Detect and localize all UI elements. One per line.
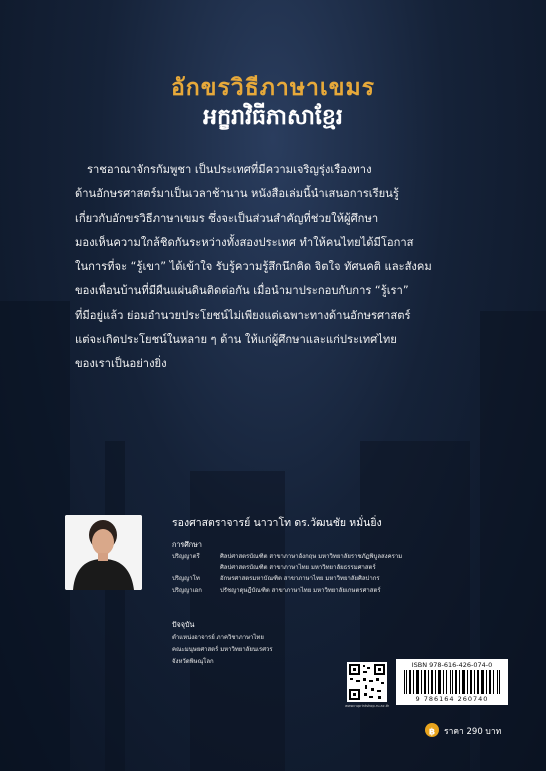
svg-text:฿: ฿ — [428, 727, 436, 738]
author-name: รองศาสตราจารย์ นาวาโท ดร.วัฒนชัย หมั่นยิ่ง — [172, 517, 382, 529]
degree-detail: ศิลปศาสตรบัณฑิต สาขาภาษาไทย มหาวิทยาลัยธรรมศาสตร์ — [220, 564, 376, 571]
title-khmer: អក្ខរាវិធីភាសាខ្មែរ — [203, 105, 343, 130]
isbn-text: ISBN 978-616-426-074-0 — [411, 661, 493, 669]
degree-detail: ศิลปศาสตรบัณฑิต สาขาภาษาอังกฤษ มหาวิทยาลัยราชภัฏพิบูลสงคราม — [220, 553, 403, 560]
blurb-line: ราชอาณาจักรกัมพูชา เป็นประเทศที่มีความเจริญรุ่งเรืองทาง — [87, 163, 372, 176]
blurb-line: ในการที่จะ “รู้เขา” ได้เข้าใจ รับรู้ความรู้สึกนึกคิด จิตใจ ทัศนคติ และสังคม — [75, 260, 432, 274]
price-coin-icon — [425, 723, 439, 737]
background-ruins-left — [0, 301, 70, 771]
education-heading: การศึกษา — [172, 540, 202, 549]
author-photo — [65, 515, 142, 590]
blurb-line: ด้านอักษรศาสตร์มาเป็นเวลาช้านาน หนังสือเล่มนี้นำเสนอการเรียนรู้ — [75, 187, 399, 201]
current-line: ตำแหน่งอาจารย์ ภาควิชาภาษาไทย — [172, 634, 264, 641]
degree-detail: อักษรศาสตรมหาบัณฑิต สาขาภาษาไทย มหาวิทยาลัยศิลปากร — [220, 575, 380, 582]
price: ราคา 290 บาท — [444, 727, 502, 737]
degree-label: ปริญญาตรี — [172, 553, 200, 560]
current-line: จังหวัดพิษณุโลก — [172, 658, 214, 665]
degree-label: ปริญญาโท — [172, 575, 200, 582]
barcode-icon — [404, 670, 500, 694]
blurb-line: ที่มีอยู่แล้ว ย่อมอำนวยประโยชน์ไม่เพียงแต่เฉพาะทางด้านอักษรศาสตร์ — [75, 308, 411, 322]
qr-code-icon — [347, 662, 387, 702]
author-portrait-icon — [65, 515, 142, 590]
title-thai: อักขรวิธีภาษาเขมร — [170, 75, 376, 101]
blurb-line: มองเห็นความใกล้ชิดกันระหว่างทั้งสองประเทศ ทำให้คนไทยได้มีโอกาส — [75, 235, 414, 249]
blurb-line: ของเราเป็นอย่างยิ่ง — [75, 357, 167, 371]
isbn-barcode — [396, 659, 508, 705]
degree-detail: ปรัชญาดุษฎีบัณฑิต สาขาภาษาไทย มหาวิทยาลัยเกษตรศาสตร์ — [220, 587, 381, 594]
background-tower-right — [360, 441, 470, 771]
current-heading: ปัจจุบัน — [172, 620, 195, 629]
blurb-line: ของเพื่อนบ้านที่มีผืนแผ่นดินติดต่อกัน เมื่อนำมาประกอบกับการ “รู้เรา” — [75, 284, 409, 298]
background-tower-left — [105, 441, 125, 771]
qr-url: www.ruprintshop.ru.ac.th — [345, 704, 389, 708]
blurb-line: เกี่ยวกับอักขรวิธีภาษาเขมร ซึ่งจะเป็นส่วนสำคัญที่ช่วยให้ผู้ศึกษา — [75, 211, 379, 225]
blurb — [75, 158, 495, 377]
degree-label: ปริญญาเอก — [172, 587, 202, 594]
blurb-line: แต่จะเกิดประโยชน์ในหลาย ๆ ด้าน ให้แก่ผู้ศึกษาและแก่ประเทศไทย — [75, 333, 397, 347]
barcode-number: 9 786164 260740 — [415, 695, 489, 703]
current-line: คณะมนุษยศาสตร์ มหาวิทยาลัยนเรศวร — [172, 646, 273, 653]
